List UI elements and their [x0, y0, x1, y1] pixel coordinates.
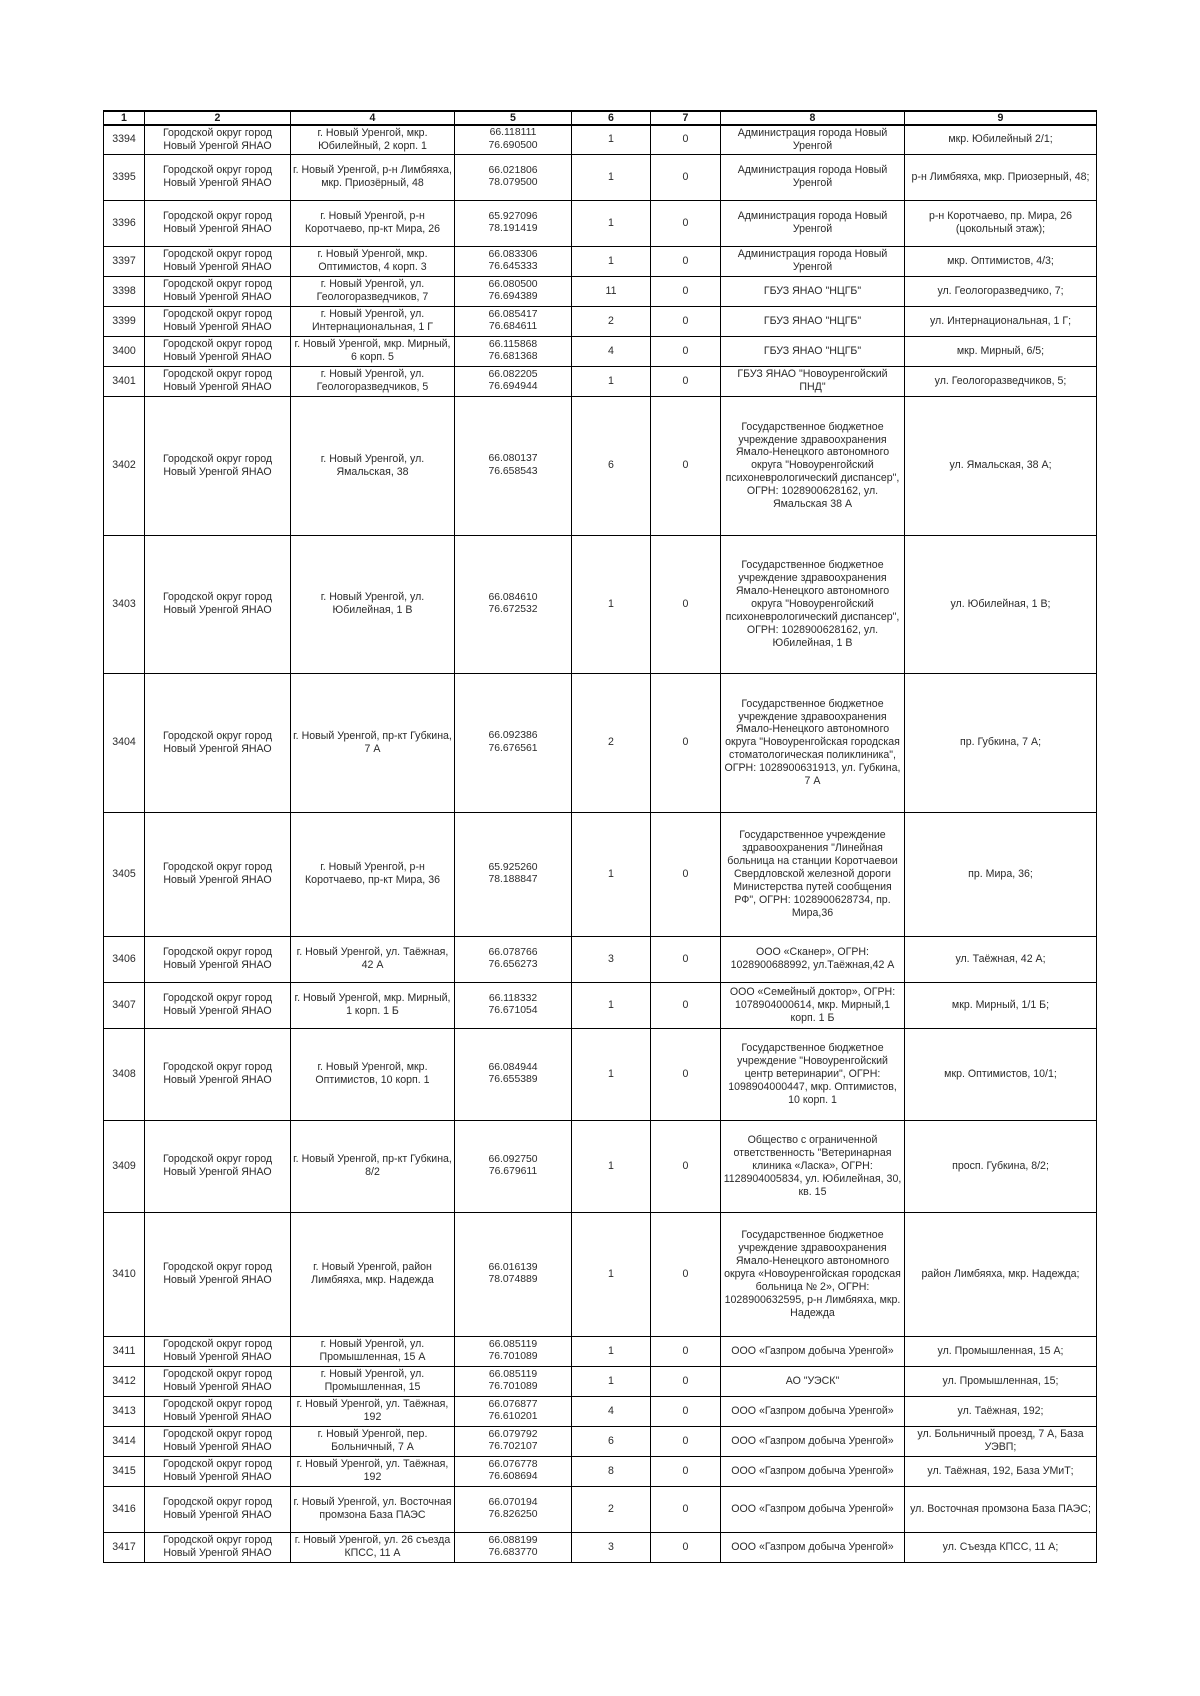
cell-address: г. Новый Уренгой, ул. Промышленная, 15 [291, 1366, 455, 1396]
cell-col-7: 0 [651, 154, 721, 200]
cell-coordinates: 66.083306 76.645333 [455, 246, 572, 276]
cell-row-number: 3413 [104, 1396, 145, 1426]
header-col-4: 4 [291, 111, 455, 125]
cell-col-7: 0 [651, 1212, 721, 1336]
cell-location: ул. Юбилейная, 1 В; [905, 535, 1097, 673]
cell-address: г. Новый Уренгой, ул. Интернациональная, 1 Г [291, 306, 455, 336]
cell-row-number: 3395 [104, 154, 145, 200]
cell-owner: Общество с ограниченной ответственность "Ветеринарная клиника «Ласка», ОГРН: 1128904005834, ул. Юбилейная, 30, кв. 15 [721, 1120, 905, 1212]
cell-address: г. Новый Уренгой, мкр. Мирный, 6 корп. 5 [291, 336, 455, 366]
cell-district: Городской округ город Новый Уренгой ЯНАО [145, 246, 291, 276]
cell-col-6: 1 [572, 366, 651, 396]
cell-location: ул. Интернациональная, 1 Г; [905, 306, 1097, 336]
cell-address: г. Новый Уренгой, ул. Геологоразведчиков, 7 [291, 276, 455, 306]
cell-district: Городской округ город Новый Уренгой ЯНАО [145, 1532, 291, 1562]
header-col-7: 7 [651, 111, 721, 125]
cell-coordinates: 66.118332 76.671054 [455, 982, 572, 1028]
cell-col-7: 0 [651, 1486, 721, 1532]
cell-owner: ООО «Семейный доктор», ОГРН: 1078904000614, мкр. Мирный,1 корп. 1 Б [721, 982, 905, 1028]
table-row [104, 1212, 1097, 1336]
cell-row-number: 3414 [104, 1426, 145, 1456]
cell-coordinates: 66.092750 76.679611 [455, 1120, 572, 1212]
cell-coordinates: 65.927096 78.191419 [455, 200, 572, 246]
cell-district: Городской округ город Новый Уренгой ЯНАО [145, 1426, 291, 1456]
cell-address: г. Новый Уренгой, мкр. Оптимистов, 4 корп. 3 [291, 246, 455, 276]
cell-row-number: 3403 [104, 535, 145, 673]
cell-location: ул. Геологоразведчико, 7; [905, 276, 1097, 306]
table-body [104, 125, 1097, 1562]
cell-address: г. Новый Уренгой, пр-кт Губкина, 8/2 [291, 1120, 455, 1212]
cell-col-7: 0 [651, 200, 721, 246]
table-row [104, 1532, 1097, 1562]
cell-district: Городской округ город Новый Уренгой ЯНАО [145, 982, 291, 1028]
cell-owner: Государственное бюджетное учреждение здравоохранения Ямало-Ненецкого автономного округа "Новоуренгойский психоневрологический диспансер", ОГРН: 1028900628162, ул. Юбилейная, 1 В [721, 535, 905, 673]
cell-col-6: 4 [572, 336, 651, 366]
cell-col-7: 0 [651, 1028, 721, 1120]
table-row [104, 246, 1097, 276]
cell-location: мкр. Оптимистов, 4/3; [905, 246, 1097, 276]
cell-coordinates: 66.092386 76.676561 [455, 673, 572, 812]
cell-col-6: 1 [572, 1366, 651, 1396]
cell-col-7: 0 [651, 535, 721, 673]
cell-owner: ГБУЗ ЯНАО "НЦГБ" [721, 306, 905, 336]
cell-col-6: 1 [572, 125, 651, 154]
cell-row-number: 3409 [104, 1120, 145, 1212]
cell-col-7: 0 [651, 246, 721, 276]
cell-row-number: 3404 [104, 673, 145, 812]
cell-col-6: 8 [572, 1456, 651, 1486]
cell-district: Городской округ город Новый Уренгой ЯНАО [145, 336, 291, 366]
cell-owner: ООО «Сканер», ОГРН: 1028900688992, ул.Таёжная,42 А [721, 936, 905, 982]
cell-owner: ООО «Газпром добыча Уренгой» [721, 1336, 905, 1366]
table-row [104, 336, 1097, 366]
cell-col-6: 3 [572, 1532, 651, 1562]
cell-address: г. Новый Уренгой, р-н Лимбяяха, мкр. Приозёрный, 48 [291, 154, 455, 200]
cell-coordinates: 66.070194 76.826250 [455, 1486, 572, 1532]
cell-address: г. Новый Уренгой, ул. Таёжная, 192 [291, 1456, 455, 1486]
cell-col-6: 1 [572, 1336, 651, 1366]
cell-coordinates: 66.084944 76.655389 [455, 1028, 572, 1120]
cell-row-number: 3410 [104, 1212, 145, 1336]
cell-location: ул. Восточная промзона База ПАЭС; [905, 1486, 1097, 1532]
cell-location: просп. Губкина, 8/2; [905, 1120, 1097, 1212]
cell-address: г. Новый Уренгой, пр-кт Губкина, 7 А [291, 673, 455, 812]
table-row [104, 673, 1097, 812]
cell-row-number: 3411 [104, 1336, 145, 1366]
cell-location: мкр. Мирный, 6/5; [905, 336, 1097, 366]
cell-location: ул. Промышленная, 15; [905, 1366, 1097, 1396]
cell-col-7: 0 [651, 936, 721, 982]
cell-row-number: 3412 [104, 1366, 145, 1396]
cell-location: ул. Геологоразведчиков, 5; [905, 366, 1097, 396]
table-row [104, 276, 1097, 306]
table-row [104, 200, 1097, 246]
cell-coordinates: 66.016139 78.074889 [455, 1212, 572, 1336]
cell-location: район Лимбяяха, мкр. Надежда; [905, 1212, 1097, 1336]
cell-row-number: 3399 [104, 306, 145, 336]
cell-coordinates: 66.084610 76.672532 [455, 535, 572, 673]
cell-coordinates: 66.085119 76.701089 [455, 1366, 572, 1396]
cell-owner: ГБУЗ ЯНАО "Новоуренгойский ПНД" [721, 366, 905, 396]
cell-row-number: 3405 [104, 812, 145, 936]
cell-coordinates: 65.925260 78.188847 [455, 812, 572, 936]
cell-col-7: 0 [651, 673, 721, 812]
cell-row-number: 3397 [104, 246, 145, 276]
cell-coordinates: 66.085119 76.701089 [455, 1336, 572, 1366]
cell-coordinates: 66.078766 76.656273 [455, 936, 572, 982]
cell-row-number: 3406 [104, 936, 145, 982]
cell-address: г. Новый Уренгой, ул. Промышленная, 15 А [291, 1336, 455, 1366]
cell-district: Городской округ город Новый Уренгой ЯНАО [145, 1396, 291, 1426]
table-row [104, 396, 1097, 535]
cell-col-6: 4 [572, 1396, 651, 1426]
cell-col-6: 2 [572, 1486, 651, 1532]
cell-owner: Государственное учреждение здравоохранения "Линейная больница на станции Коротчаевои Свердловской железной дороги Министерства путей сообщения РФ", ОГРН: 1028900628734, пр. Мира,36 [721, 812, 905, 936]
cell-location: ул. Больничный проезд, 7 А, База УЭВП; [905, 1426, 1097, 1456]
cell-col-6: 1 [572, 200, 651, 246]
cell-col-6: 1 [572, 535, 651, 673]
cell-coordinates: 66.076877 76.610201 [455, 1396, 572, 1426]
cell-district: Городской округ город Новый Уренгой ЯНАО [145, 1028, 291, 1120]
cell-col-6: 6 [572, 1426, 651, 1456]
cell-owner: АО "УЭСК" [721, 1366, 905, 1396]
cell-row-number: 3401 [104, 366, 145, 396]
cell-address: г. Новый Уренгой, р-н Коротчаево, пр-кт Мира, 36 [291, 812, 455, 936]
cell-district: Городской округ город Новый Уренгой ЯНАО [145, 1336, 291, 1366]
cell-district: Городской округ город Новый Уренгой ЯНАО [145, 936, 291, 982]
header-col-5: 5 [455, 111, 572, 125]
header-col-1: 1 [104, 111, 145, 125]
cell-address: г. Новый Уренгой, мкр. Мирный, 1 корп. 1 Б [291, 982, 455, 1028]
cell-address: г. Новый Уренгой, ул. Геологоразведчиков, 5 [291, 366, 455, 396]
cell-address: г. Новый Уренгой, район Лимбяяха, мкр. Надежда [291, 1212, 455, 1336]
cell-col-6: 1 [572, 154, 651, 200]
cell-coordinates: 66.085417 76.684611 [455, 306, 572, 336]
cell-address: г. Новый Уренгой, ул. 26 съезда КПСС, 11 А [291, 1532, 455, 1562]
cell-owner: ООО «Газпром добыча Уренгой» [721, 1456, 905, 1486]
cell-col-7: 0 [651, 1456, 721, 1486]
cell-col-7: 0 [651, 982, 721, 1028]
cell-address: г. Новый Уренгой, р-н Коротчаево, пр-кт Мира, 26 [291, 200, 455, 246]
table-row [104, 306, 1097, 336]
cell-owner: Государственное бюджетное учреждение здравоохранения Ямало-Ненецкого автономного округа "Новоуренгойская городская стоматологическая поликлиника", ОГРН: 1028900631913, ул. Губкина, 7 А [721, 673, 905, 812]
registry-table [103, 110, 1097, 1563]
cell-owner: Администрация города Новый Уренгой [721, 200, 905, 246]
table-row [104, 154, 1097, 200]
cell-owner: Администрация города Новый Уренгой [721, 125, 905, 154]
cell-district: Городской округ город Новый Уренгой ЯНАО [145, 1456, 291, 1486]
cell-col-6: 3 [572, 936, 651, 982]
table-row [104, 366, 1097, 396]
cell-coordinates: 66.076778 76.608694 [455, 1456, 572, 1486]
header-row [104, 111, 1097, 125]
cell-col-7: 0 [651, 396, 721, 535]
table-row [104, 1120, 1097, 1212]
cell-col-6: 1 [572, 982, 651, 1028]
cell-col-6: 1 [572, 1028, 651, 1120]
cell-district: Городской округ город Новый Уренгой ЯНАО [145, 125, 291, 154]
cell-row-number: 3402 [104, 396, 145, 535]
cell-location: ул. Ямальская, 38 А; [905, 396, 1097, 535]
cell-coordinates: 66.088199 76.683770 [455, 1532, 572, 1562]
cell-address: г. Новый Уренгой, ул. Ямальская, 38 [291, 396, 455, 535]
cell-col-7: 0 [651, 366, 721, 396]
cell-col-7: 0 [651, 1120, 721, 1212]
table-row [104, 1336, 1097, 1366]
header-col-9: 9 [905, 111, 1097, 125]
cell-coordinates: 66.021806 78.079500 [455, 154, 572, 200]
cell-coordinates: 66.080137 76.658543 [455, 396, 572, 535]
cell-address: г. Новый Уренгой, ул. Юбилейная, 1 В [291, 535, 455, 673]
cell-location: пр. Губкина, 7 А; [905, 673, 1097, 812]
cell-address: г. Новый Уренгой, мкр. Юбилейный, 2 корп. 1 [291, 125, 455, 154]
cell-col-6: 2 [572, 306, 651, 336]
cell-address: г. Новый Уренгой, ул. Таёжная, 192 [291, 1396, 455, 1426]
cell-col-6: 1 [572, 812, 651, 936]
cell-col-7: 0 [651, 812, 721, 936]
cell-location: ул. Таёжная, 192; [905, 1396, 1097, 1426]
cell-address: г. Новый Уренгой, ул. Восточная промзона База ПАЭС [291, 1486, 455, 1532]
cell-col-6: 11 [572, 276, 651, 306]
cell-col-7: 0 [651, 336, 721, 366]
cell-owner: ООО «Газпром добыча Уренгой» [721, 1396, 905, 1426]
cell-coordinates: 66.080500 76.694389 [455, 276, 572, 306]
table-row [104, 125, 1097, 154]
cell-location: мкр. Оптимистов, 10/1; [905, 1028, 1097, 1120]
cell-row-number: 3408 [104, 1028, 145, 1120]
header-col-6: 6 [572, 111, 651, 125]
cell-row-number: 3416 [104, 1486, 145, 1532]
cell-owner: Государственное бюджетное учреждение здравоохранения Ямало-Ненецкого автономного округа «Новоуренгойская городская больница № 2», ОГРН: 1028900632595, р-н Лимбяяха, мкр. Надежда [721, 1212, 905, 1336]
cell-col-6: 1 [572, 1120, 651, 1212]
cell-col-7: 0 [651, 1336, 721, 1366]
cell-coordinates: 66.115868 76.681368 [455, 336, 572, 366]
cell-col-6: 1 [572, 246, 651, 276]
cell-district: Городской округ город Новый Уренгой ЯНАО [145, 200, 291, 246]
cell-address: г. Новый Уренгой, ул. Таёжная, 42 А [291, 936, 455, 982]
cell-location: ул. Таёжная, 42 А; [905, 936, 1097, 982]
cell-location: р-н Лимбяяха, мкр. Приозерный, 48; [905, 154, 1097, 200]
cell-owner: Администрация города Новый Уренгой [721, 154, 905, 200]
table-row [104, 535, 1097, 673]
cell-owner: ООО «Газпром добыча Уренгой» [721, 1426, 905, 1456]
cell-row-number: 3417 [104, 1532, 145, 1562]
cell-district: Городской округ город Новый Уренгой ЯНАО [145, 812, 291, 936]
cell-row-number: 3396 [104, 200, 145, 246]
cell-col-7: 0 [651, 1426, 721, 1456]
table-row [104, 936, 1097, 982]
cell-coordinates: 66.082205 76.694944 [455, 366, 572, 396]
cell-location: ул. Промышленная, 15 А; [905, 1336, 1097, 1366]
cell-row-number: 3400 [104, 336, 145, 366]
cell-district: Городской округ город Новый Уренгой ЯНАО [145, 1486, 291, 1532]
cell-location: мкр. Юбилейный 2/1; [905, 125, 1097, 154]
cell-location: ул. Съезда КПСС, 11 А; [905, 1532, 1097, 1562]
cell-location: пр. Мира, 36; [905, 812, 1097, 936]
cell-col-7: 0 [651, 1396, 721, 1426]
cell-district: Городской округ город Новый Уренгой ЯНАО [145, 1212, 291, 1336]
cell-location: р-н Коротчаево, пр. Мира, 26 (цокольный этаж); [905, 200, 1097, 246]
cell-owner: Государственное бюджетное учреждение "Новоуренгойский центр ветеринарии", ОГРН: 1098904000447, мкр. Оптимистов, 10 корп. 1 [721, 1028, 905, 1120]
table-row [104, 1486, 1097, 1532]
cell-location: ул. Таёжная, 192, База УМиТ; [905, 1456, 1097, 1486]
cell-col-7: 0 [651, 125, 721, 154]
cell-district: Городской округ город Новый Уренгой ЯНАО [145, 1366, 291, 1396]
table-row [104, 1426, 1097, 1456]
cell-col-6: 6 [572, 396, 651, 535]
cell-district: Городской округ город Новый Уренгой ЯНАО [145, 306, 291, 336]
cell-col-6: 2 [572, 673, 651, 812]
cell-col-7: 0 [651, 1532, 721, 1562]
cell-address: г. Новый Уренгой, мкр. Оптимистов, 10 корп. 1 [291, 1028, 455, 1120]
cell-location: мкр. Мирный, 1/1 Б; [905, 982, 1097, 1028]
cell-row-number: 3398 [104, 276, 145, 306]
table-row [104, 812, 1097, 936]
cell-col-6: 1 [572, 1212, 651, 1336]
cell-owner: Администрация города Новый Уренгой [721, 246, 905, 276]
cell-coordinates: 66.118111 76.690500 [455, 125, 572, 154]
cell-district: Городской округ город Новый Уренгой ЯНАО [145, 154, 291, 200]
cell-owner: Государственное бюджетное учреждение здравоохранения Ямало-Ненецкого автономного округа "Новоуренгойский психоневрологический диспансер", ОГРН: 1028900628162, ул. Ямальская 38 А [721, 396, 905, 535]
cell-col-7: 0 [651, 306, 721, 336]
cell-owner: ГБУЗ ЯНАО "НЦГБ" [721, 276, 905, 306]
cell-address: г. Новый Уренгой, пер. Больничный, 7 А [291, 1426, 455, 1456]
table-header [104, 111, 1097, 125]
cell-district: Городской округ город Новый Уренгой ЯНАО [145, 535, 291, 673]
cell-owner: ГБУЗ ЯНАО "НЦГБ" [721, 336, 905, 366]
cell-district: Городской округ город Новый Уренгой ЯНАО [145, 673, 291, 812]
cell-owner: ООО «Газпром добыча Уренгой» [721, 1532, 905, 1562]
header-col-2: 2 [145, 111, 291, 125]
table-row [104, 1396, 1097, 1426]
cell-col-7: 0 [651, 1366, 721, 1396]
cell-coordinates: 66.079792 76.702107 [455, 1426, 572, 1456]
cell-owner: ООО «Газпром добыча Уренгой» [721, 1486, 905, 1532]
table-row [104, 1028, 1097, 1120]
table-row [104, 982, 1097, 1028]
cell-district: Городской округ город Новый Уренгой ЯНАО [145, 396, 291, 535]
cell-row-number: 3415 [104, 1456, 145, 1486]
cell-row-number: 3407 [104, 982, 145, 1028]
cell-row-number: 3394 [104, 125, 145, 154]
cell-district: Городской округ город Новый Уренгой ЯНАО [145, 1120, 291, 1212]
table-row [104, 1456, 1097, 1486]
cell-district: Городской округ город Новый Уренгой ЯНАО [145, 366, 291, 396]
cell-district: Городской округ город Новый Уренгой ЯНАО [145, 276, 291, 306]
header-col-8: 8 [721, 111, 905, 125]
cell-col-7: 0 [651, 276, 721, 306]
table-row [104, 1366, 1097, 1396]
